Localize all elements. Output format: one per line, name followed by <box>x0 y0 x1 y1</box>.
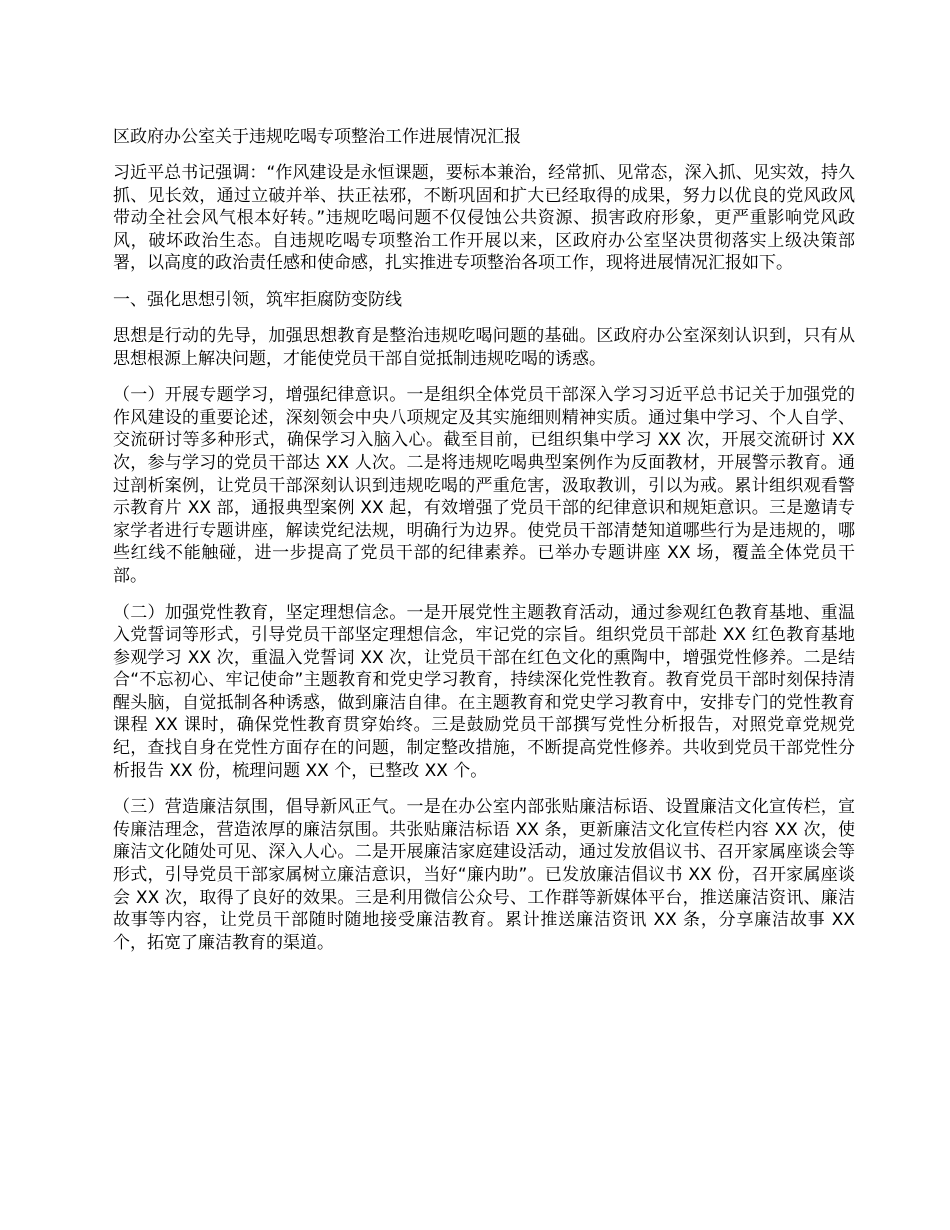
document-page <box>113 126 855 968</box>
document-title: 区政府办公室关于违规吃喝专项整治工作进展情况汇报 <box>113 127 521 147</box>
section-lead-paragraph: 思想是行动的先导，加强思想教育是整治违规吃喝问题的基础。区政府办公室深刻认识到，只有从思想根源上解决问题，才能使党员干部自觉抵制违规吃喝的诱惑。 <box>113 325 855 369</box>
subsection-paragraph-1: （一）开展专题学习，增强纪律意识。一是组织全体党员干部深入学习习近平总书记关于加强党的作风建设的重要论述，深刻领会中央八项规定及其实施细则精神实质。通过集中学习、个人自学、交流研讨等多种形式，确保学习入脑入心。截至目前，已组织集中学习 XX 次，开展交流研讨 XX 次，参与学习的党员干部达 XX 人次。二是将违规吃喝典型案例作为反面教材，开展警示教育。通过剖析案例，让党员干部深刻认识到违规吃喝的严重危害，汲取教训，引以为戒。累计组织观看警示教育片 XX 部，通报典型案例 XX 起，有效增强了党员干部的纪律意识和规矩意识。三是邀请专家学者进行专题讲座，解读党纪法规，明确行为边界。使党员干部清楚知道哪些行为是违规的，哪些红线不能触碰，进一步提高了党员干部的纪律素养。已举办专题讲座 XX 场，覆盖全体党员干部。 <box>113 385 855 586</box>
subsection-paragraph-2: （二）加强党性教育，坚定理想信念。一是开展党性主题教育活动，通过参观红色教育基地、重温入党誓词等形式，引导党员干部坚定理想信念，牢记党的宗旨。组织党员干部赴 XX 红色教育基地参观学习 XX 次，重温入党誓词 XX 次，让党员干部在红色文化的熏陶中，增强党性修养。二是结合“不忘初心、牢记使命”主题教育和党史学习教育，持续深化党性教育。教育党员干部时刻保持清醒头脑，自觉抵制各种诱惑，做到廉洁自律。在主题教育和党史学习教育中，安排专门的党性教育课程 XX 课时，确保党性教育贯穿始终。三是鼓励党员干部撰写党性分析报告，对照党章党规党纪，查找自身在党性方面存在的问题，制定整改措施，不断提高党性修养。共收到党员干部党性分析报告 XX 份，梳理问题 XX 个，已整改 XX 个。 <box>113 602 855 781</box>
intro-paragraph: 习近平总书记强调：“作风建设是永恒课题，要标本兼治，经常抓、见常态，深入抓、见实效，持久抓、见长效，通过立破并举、扶正祛邪，不断巩固和扩大已经取得的成果，努力以优良的党风政风带动全社会风气根本好转。”违规吃喝问题不仅侵蚀公共资源、损害政府形象，更严重影响党风政风，破坏政治生态。自违规吃喝专项整治工作开展以来，区政府办公室坚决贯彻落实上级决策部署，以高度的政治责任感和使命感，扎实推进专项整治各项工作，现将进展情况汇报如下。 <box>113 163 855 274</box>
subsection-paragraph-3: （三）营造廉洁氛围，倡导新风正气。一是在办公室内部张贴廉洁标语、设置廉洁文化宣传栏，宣传廉洁理念，营造浓厚的廉洁氛围。共张贴廉洁标语 XX 条，更新廉洁文化宣传栏内容 XX 次，使廉洁文化随处可见、深入人心。二是开展廉洁家庭建设活动，通过发放倡议书、召开家属座谈会等形式，引导党员干部家属树立廉洁意识，当好“廉内助”。已发放廉洁倡议书 XX 份，召开家属座谈会 XX 次，取得了良好的效果。三是利用微信公众号、工作群等新媒体平台，推送廉洁资讯、廉洁故事等内容，让党员干部随时随地接受廉洁教育。累计推送廉洁资讯 XX 条，分享廉洁故事 XX 个，拓宽了廉洁教育的渠道。 <box>113 797 855 953</box>
section-heading-1: 一、强化思想引领，筑牢拒腐防变防线 <box>113 289 402 310</box>
